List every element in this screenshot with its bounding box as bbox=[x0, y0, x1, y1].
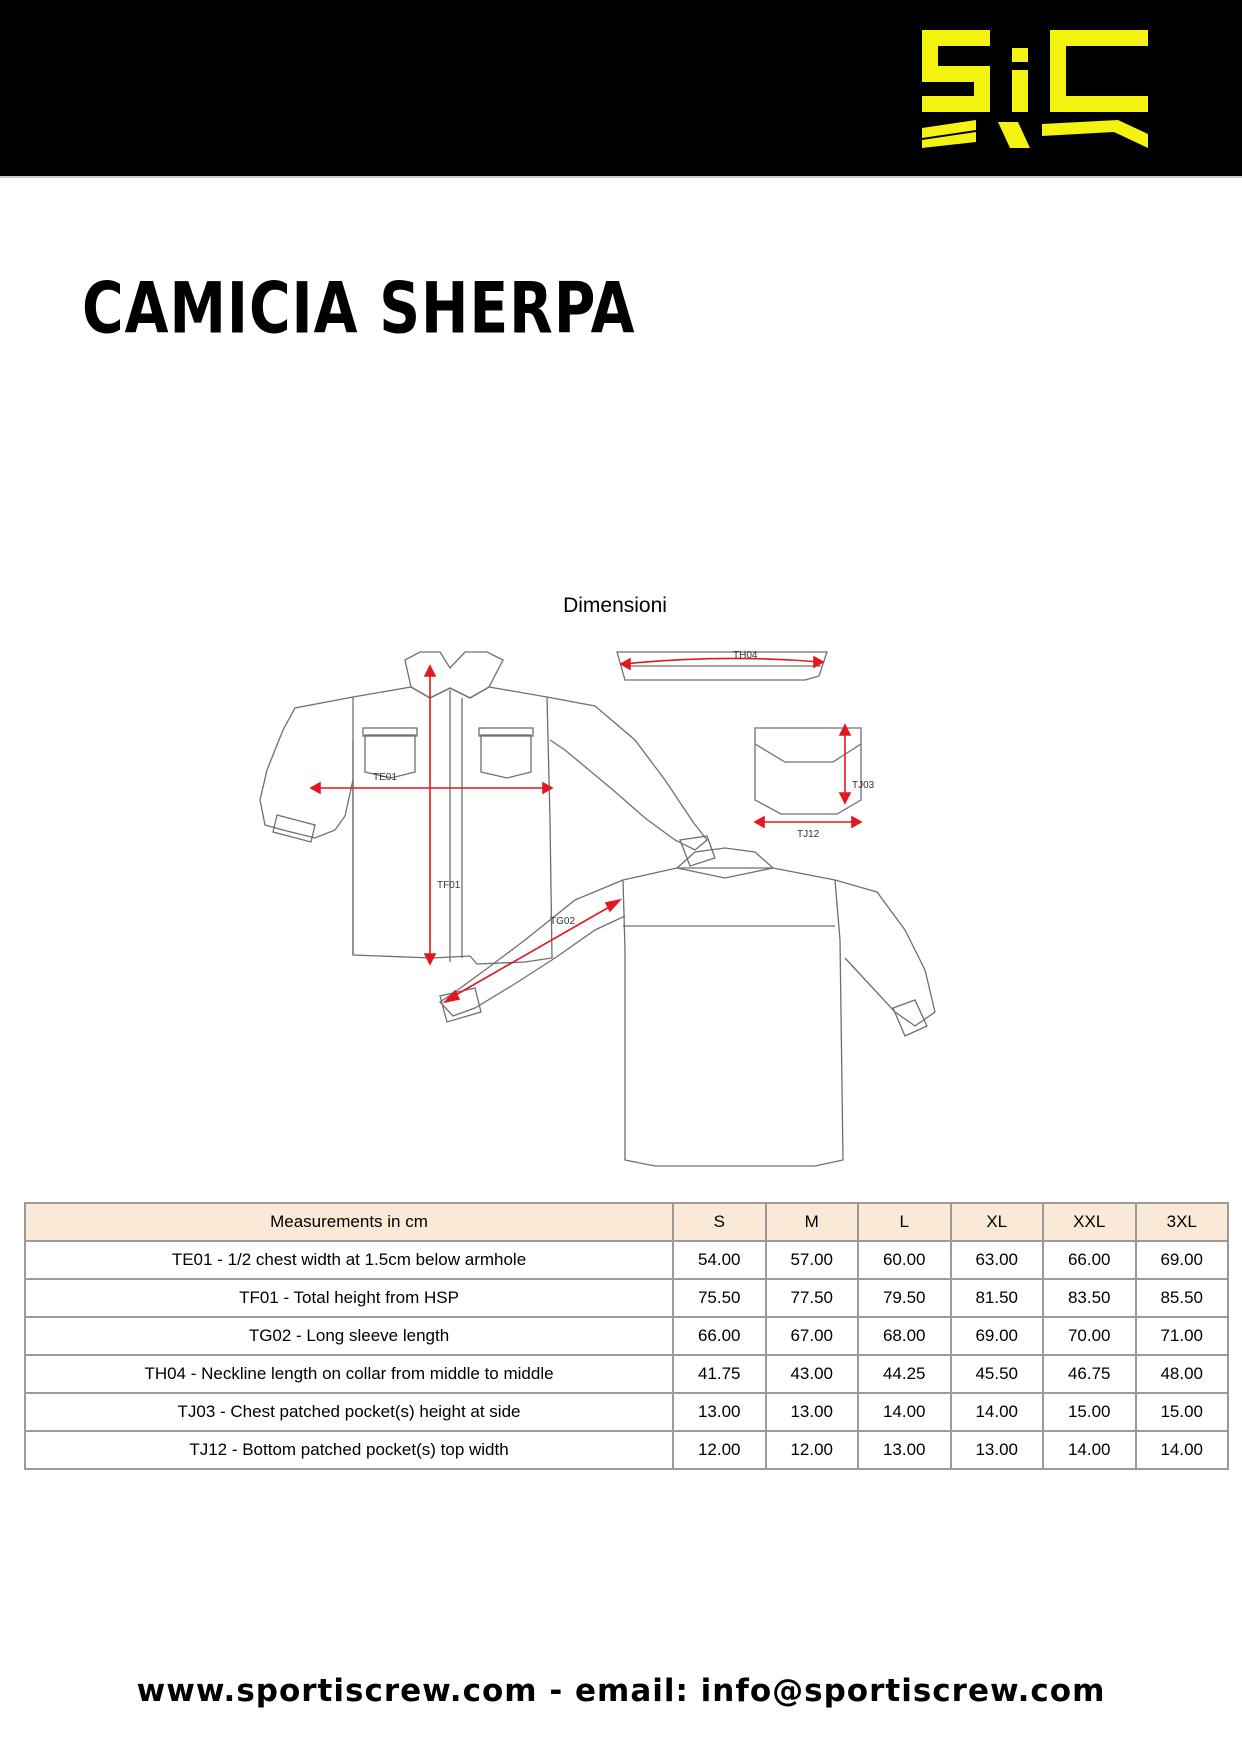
row-label: TF01 - Total height from HSP bbox=[25, 1279, 673, 1317]
back-right-cuff bbox=[893, 1000, 927, 1036]
size-chart-table bbox=[24, 1202, 1229, 1470]
row-label: TJ03 - Chest patched pocket(s) height at side bbox=[25, 1393, 673, 1431]
row-label: TJ12 - Bottom patched pocket(s) top width bbox=[25, 1431, 673, 1469]
table-cell: 83.50 bbox=[1043, 1279, 1136, 1317]
table-cell: 66.00 bbox=[1043, 1241, 1136, 1279]
diagram-caption: Dimensioni bbox=[563, 594, 667, 617]
table-cell: 75.50 bbox=[673, 1279, 766, 1317]
back-left-sleeve bbox=[440, 880, 625, 1016]
table-cell: 69.00 bbox=[951, 1317, 1044, 1355]
table-cell: 67.00 bbox=[766, 1317, 859, 1355]
brand-logo bbox=[918, 26, 1154, 148]
table-cell: 54.00 bbox=[673, 1241, 766, 1279]
front-collar bbox=[405, 652, 503, 698]
table-cell: 60.00 bbox=[858, 1241, 951, 1279]
table-row bbox=[25, 1431, 1228, 1469]
header-size-s: S bbox=[673, 1203, 766, 1241]
header-size-l: L bbox=[858, 1203, 951, 1241]
label-tj03: TJ03 bbox=[852, 780, 875, 791]
table-cell: 44.25 bbox=[858, 1355, 951, 1393]
table-row bbox=[25, 1279, 1228, 1317]
table-cell: 68.00 bbox=[858, 1317, 951, 1355]
label-tj12: TJ12 bbox=[797, 829, 820, 840]
table-cell: 63.00 bbox=[951, 1241, 1044, 1279]
row-label: TH04 - Neckline length on collar from middle to middle bbox=[25, 1355, 673, 1393]
table-cell: 13.00 bbox=[951, 1431, 1044, 1469]
table-cell: 13.00 bbox=[766, 1393, 859, 1431]
table-row bbox=[25, 1317, 1228, 1355]
table-cell: 13.00 bbox=[858, 1431, 951, 1469]
table-cell: 12.00 bbox=[673, 1431, 766, 1469]
table-cell: 57.00 bbox=[766, 1241, 859, 1279]
front-right-sleeve bbox=[547, 697, 707, 850]
table-cell: 46.75 bbox=[1043, 1355, 1136, 1393]
back-body bbox=[623, 868, 843, 1166]
header-size-xl: XL bbox=[951, 1203, 1044, 1241]
table-cell: 43.00 bbox=[766, 1355, 859, 1393]
label-te01: TE01 bbox=[373, 772, 397, 783]
table-cell: 85.50 bbox=[1136, 1279, 1229, 1317]
back-collar bbox=[677, 848, 773, 878]
row-label: TE01 - 1/2 chest width at 1.5cm below armhole bbox=[25, 1241, 673, 1279]
header-size-m: M bbox=[766, 1203, 859, 1241]
table-cell: 14.00 bbox=[1043, 1431, 1136, 1469]
shirt-technical-drawing bbox=[225, 640, 995, 1200]
table-cell: 66.00 bbox=[673, 1317, 766, 1355]
table-cell: 41.75 bbox=[673, 1355, 766, 1393]
table-header-row bbox=[25, 1203, 1228, 1241]
footer-contact-line: www.sportiscrew.com - email: info@sportiscrew.com bbox=[136, 1673, 1106, 1709]
table-row bbox=[25, 1355, 1228, 1393]
table-cell: 79.50 bbox=[858, 1279, 951, 1317]
table-cell: 69.00 bbox=[1136, 1241, 1229, 1279]
back-right-sleeve bbox=[835, 880, 935, 1026]
table-cell: 45.50 bbox=[951, 1355, 1044, 1393]
label-tf01: TF01 bbox=[437, 880, 461, 891]
table-cell: 14.00 bbox=[858, 1393, 951, 1431]
table-row bbox=[25, 1241, 1228, 1279]
table-cell: 12.00 bbox=[766, 1431, 859, 1469]
header-measurements: Measurements in cm bbox=[25, 1203, 673, 1241]
table-cell: 71.00 bbox=[1136, 1317, 1229, 1355]
page-title: CAMICIA SHERPA bbox=[82, 267, 636, 350]
table-cell: 70.00 bbox=[1043, 1317, 1136, 1355]
table-cell: 15.00 bbox=[1043, 1393, 1136, 1431]
label-th04: TH04 bbox=[733, 650, 758, 661]
header-bar bbox=[0, 0, 1242, 178]
front-left-sleeve bbox=[260, 697, 353, 838]
table-row bbox=[25, 1393, 1228, 1431]
table-cell: 77.50 bbox=[766, 1279, 859, 1317]
table-cell: 81.50 bbox=[951, 1279, 1044, 1317]
table-cell: 48.00 bbox=[1136, 1355, 1229, 1393]
row-label: TG02 - Long sleeve length bbox=[25, 1317, 673, 1355]
label-tg02: TG02 bbox=[550, 916, 576, 927]
table-cell: 13.00 bbox=[673, 1393, 766, 1431]
table-cell: 15.00 bbox=[1136, 1393, 1229, 1431]
table-cell: 14.00 bbox=[951, 1393, 1044, 1431]
front-right-pocket bbox=[481, 735, 531, 778]
header-size-xxl: XXL bbox=[1043, 1203, 1136, 1241]
header-size-3xl: 3XL bbox=[1136, 1203, 1229, 1241]
table-cell: 14.00 bbox=[1136, 1431, 1229, 1469]
